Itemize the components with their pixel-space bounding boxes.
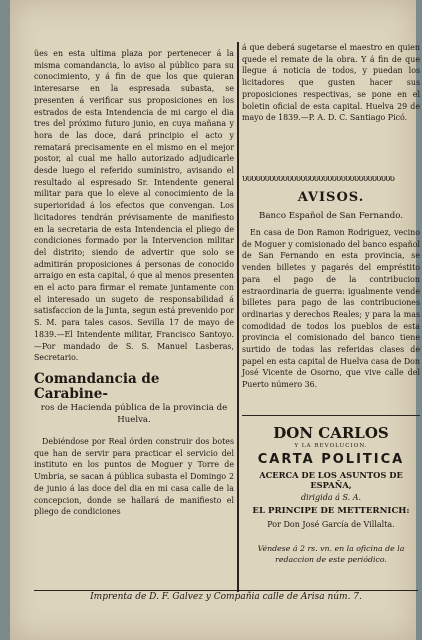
banco-heading: Banco Español de San Fernando. xyxy=(259,211,403,221)
carabineros-notice-text: Debiéndose por Real órden construir dos botes que han de servir para practicar el servicio del instituto en los puntos de Moguer y Torre de Umbria, se sacan á pública subasta el Domingo 2 de junio á las doce del dia en mi casa calle de la concepcion, donde se hallará de manifiesto el pliego de condiciones xyxy=(34,437,234,517)
banco-notice-text: En casa de Don Ramon Rodriguez, vecino de Moguer y comisionado del banco español de San Fernando en esta provincia, se venden billetes y pagarés del empréstito para el pago de la contribucion estraordinaria de guerra: igualmente vende billetes para pago de las contribuciones ordinarias y derechos Reales; y para la mas comodidad de todos los pueblos de esta provincia el comisionado del banco tiene surtido de todas las referidas clases de papel en esta capital de Huelva casa de Don José Vicente de Osorno, que vive calle del Puerto número 36. xyxy=(242,228,420,390)
carabineros-notice-continued: á que deberá sugetarse el maestro en quien quede el remate de la obra. Y á fin de que llegue á noticia de todos, y puedan los licitadores que gusten hacer sus proposiciones respectivas, se pone en el boletin oficial de esta capital. Huelva 29 de mayo de 1839.—P. A. D. C. Santiago Picó. xyxy=(242,43,420,123)
left-column xyxy=(34,48,234,564)
advert-author: Por Don José García de Villalta. xyxy=(267,520,395,529)
right-column xyxy=(242,42,420,565)
right-mid-clip xyxy=(242,227,420,405)
ornamental-border: ʋʋʋʋʋʋʋʋʋʋʋʋʋʋʋʋʋʋʋʋʋʋʋʋʋʋʋʋʋʋʋʋʋʋ xyxy=(242,174,395,184)
newspaper-page xyxy=(10,0,420,640)
advert-sale-note: Véndese á 2 rs. vn. en la oficina de la redaccion de este periódico. xyxy=(257,544,405,564)
intendencia-notice-text: ües en esta ultima plaza por pertenecer á la misma comandancia, lo aviso al público para su conocimiento, y á fin de que los que quieran interesarse en la espresada subasta, se presenten á verificar sus proposiciones en los estrados de esta Intendencia de mi cargo el dia tres del próximo futuro junio, en cuya mañana y hora de las doce, dará principio el acto y rematará precisamente en el mismo en el mejor postor, al cual me hallo autorizado adjudicarle desde luego el referido suministro, avisando el resultado al espresado Sr. Intendente general militar para que lo eleve al conocimiento de la superioridad á los efectos que convengan. Los licitadores tendrán prévisamente de manifiesto en la secretaria de esta Intendencia el pliego de condiciones formado por la Intervencion militar del distrito; siendo de advertir que solo se admitirán proposiciones á personas de conocido arraigo en esta capital, ó que al menos presenten en el acto para firmar el remate juntamente con el interesado un sugeto de responsabilidad á satisfaccion de la Junta, segun está prevenido por S. M. para tales casos. Sevilla 17 de mayo de 1839.—El Intendente militar, Francisco Santoyo.—Por mandado de S. S. Manuel Lasberas, Secretario. xyxy=(34,49,234,363)
advert-subtitle: Y LA REVOLUCION. xyxy=(294,443,368,449)
right-top-clip xyxy=(242,42,420,168)
left-body-clip xyxy=(34,48,234,363)
avisos-heading: AVISOS. xyxy=(297,190,365,205)
advert-acerca: ACERCA DE LOS ASUNTOS DE ESPAÑA, xyxy=(259,470,403,490)
carabineros-heading: Comandancia de Carabine- xyxy=(34,371,160,402)
carabineros-subheading: ros de Hacienda pública de la provincia de Huelva. xyxy=(40,403,228,425)
footer-rule xyxy=(34,590,418,591)
column-divider xyxy=(237,42,239,592)
printer-imprint: Imprenta de D. F. Galvez y Compañia calle de Arisa núm. 7. xyxy=(90,592,362,602)
section-rule xyxy=(242,415,420,416)
advert-principe: EL PRINCIPE DE METTERNICH: xyxy=(252,506,410,516)
advert-dirigida: dirigida á S. A. xyxy=(300,493,362,502)
advert-carta-politica: CARTA POLITICA xyxy=(257,452,405,467)
advert-title: DON CARLOS xyxy=(273,424,389,442)
